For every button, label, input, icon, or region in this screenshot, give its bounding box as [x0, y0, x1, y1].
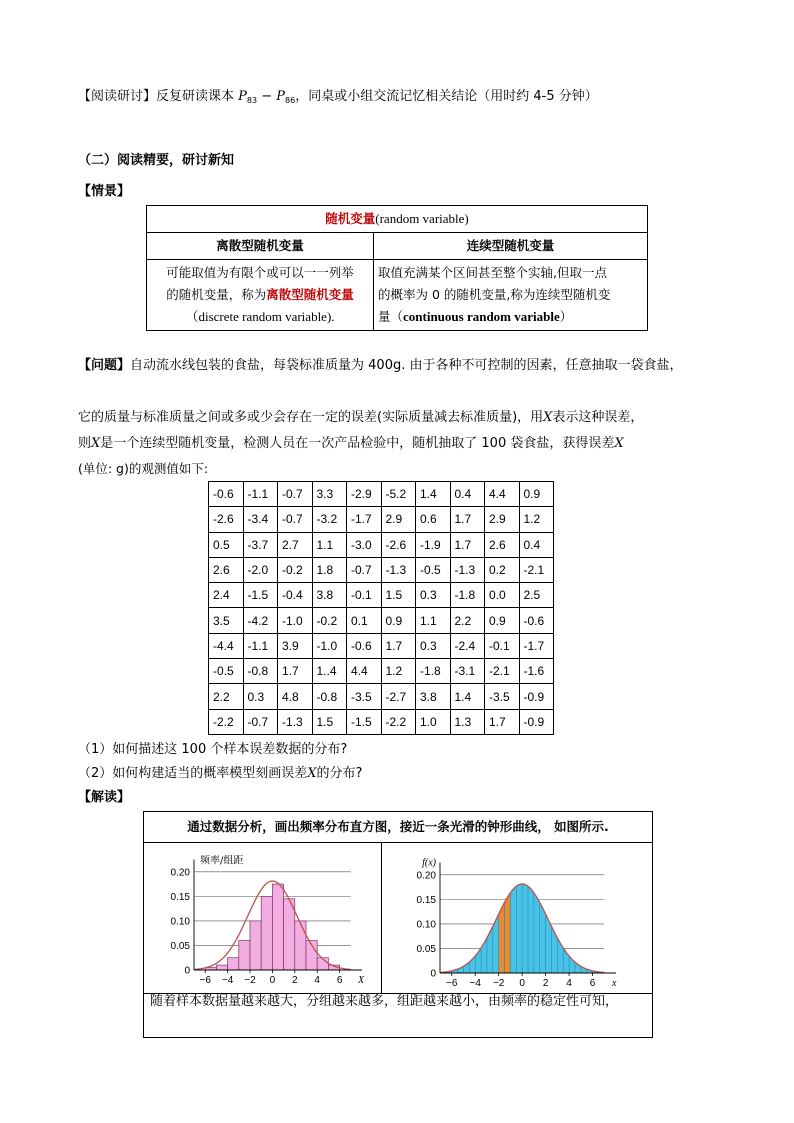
analysis-footer: 随着样本数据量越来越大，分组越来越多，组距越来越小，由频率的稳定性可知，: [150, 994, 619, 1009]
table-cell: -2.7: [381, 684, 416, 709]
table-cell: -0.9: [519, 709, 554, 734]
table-cell: -0.1: [485, 633, 520, 658]
table-row: [209, 659, 554, 684]
scenario-label: 【情景】: [78, 184, 131, 199]
table-row: [209, 608, 554, 633]
x-axis-label: X: [358, 975, 365, 986]
table-cell: -1.6: [519, 659, 554, 684]
concept-table: [146, 205, 648, 331]
histogram-bar: [228, 958, 239, 970]
x-tick-label: 2: [292, 975, 298, 986]
histogram-bar: [284, 899, 295, 970]
table-cell: -3.5: [485, 684, 520, 709]
table-cell: -2.4: [450, 633, 485, 658]
table-cell: 4.8: [278, 684, 313, 709]
table-cell: -3.1: [450, 659, 485, 684]
table-row: [209, 583, 554, 608]
table-cell: 2.9: [485, 507, 520, 532]
table-cell: 0.3: [243, 684, 278, 709]
table-cell: 0.0: [485, 583, 520, 608]
table-cell: -1.1: [243, 633, 278, 658]
table-cell: -0.7: [278, 507, 313, 532]
table-cell: -0.7: [243, 709, 278, 734]
histogram-bar: [250, 921, 261, 970]
x-tick-label: 4: [314, 975, 320, 986]
table-cell: 2.6: [485, 532, 520, 557]
histogram-bar: [261, 896, 272, 970]
density-curve-chart: [390, 846, 648, 991]
table-cell: 1.4: [416, 482, 451, 507]
problem-line-1: 【问题】自动流水线包装的食盐，每袋标准质量为 400g. 由于各种不可控制的因素，任意抽取一袋食盐，: [78, 358, 683, 373]
table-cell: 3.5: [209, 608, 244, 633]
table-cell: -0.1: [347, 583, 382, 608]
frequency-histogram: [148, 846, 376, 991]
table-cell: 4.4: [347, 659, 382, 684]
table-cell: -2.9: [347, 482, 382, 507]
table-cell: -2.6: [381, 532, 416, 557]
table-cell: -1.3: [278, 709, 313, 734]
x-tick-label: −4: [221, 975, 234, 986]
table-cell: -1.3: [381, 557, 416, 582]
x-tick-label: 4: [566, 978, 572, 989]
table-cell: 0.9: [519, 482, 554, 507]
y-tick-label: 0.20: [170, 867, 190, 879]
table-row: [209, 482, 554, 507]
table-cell: -0.6: [209, 482, 244, 507]
table-cell: 4.4: [485, 482, 520, 507]
x-tick-label: −4: [469, 978, 481, 989]
table-cell: 1.5: [381, 583, 416, 608]
table-cell: -2.6: [209, 507, 244, 532]
table-cell: -1.8: [416, 659, 451, 684]
x-tick-label: −2: [492, 978, 505, 989]
table-cell: -0.5: [416, 557, 451, 582]
divider: [381, 843, 382, 993]
table-row: [209, 532, 554, 557]
x-tick-label: 2: [542, 978, 549, 989]
table-cell: -3.7: [243, 532, 278, 557]
interpret-label: 【解读】: [78, 790, 131, 805]
table-cell: 0.5: [209, 532, 244, 557]
table-cell: -2.1: [485, 659, 520, 684]
table-cell: 1.0: [416, 709, 451, 734]
table-cell: 0.2: [485, 557, 520, 582]
table-cell: 0.9: [485, 608, 520, 633]
table-cell: 2.9: [381, 507, 416, 532]
table-cell: -0.7: [278, 482, 313, 507]
x-tick-label: 0: [269, 975, 276, 986]
table-cell: 1.7: [485, 709, 520, 734]
x-tick-label: 6: [589, 978, 596, 989]
table-cell: 0.4: [519, 532, 554, 557]
table-cell: 3.8: [312, 583, 347, 608]
y-tick-label: 0.15: [416, 894, 436, 906]
table-cell: 1.8: [312, 557, 347, 582]
table-cell: -2.2: [209, 709, 244, 734]
table-cell: 1.2: [519, 507, 554, 532]
problem-line-4: (单位: g)的观测值如下:: [78, 461, 209, 476]
y-tick-label: 0.15: [170, 891, 190, 903]
table-cell: 1.7: [278, 659, 313, 684]
table-row: [209, 684, 554, 709]
reading-label: 【阅读研讨】: [78, 89, 157, 104]
problem-line-2: 它的质量与标准质量之间或多或少会存在一定的误差(实际质量减去标准质量)，用X表示这种误差，: [78, 410, 644, 425]
histogram-bar: [295, 921, 306, 970]
table-cell: -1.5: [347, 709, 382, 734]
discrete-header: 离散型随机变量: [147, 233, 374, 260]
table-cell: -2.1: [519, 557, 554, 582]
table-cell: 2.2: [450, 608, 485, 633]
histogram-bar: [272, 884, 283, 970]
discrete-definition: 可能取值为有限个或可以一一列举 的随机变量，称为离散型随机变量 （discrete random variable).: [147, 260, 374, 331]
table-cell: -0.8: [312, 684, 347, 709]
analysis-box: [143, 811, 653, 1038]
question-2: （2）如何构建适当的概率模型刻画误差X的分布?: [78, 766, 363, 781]
y-tick-label: 0.10: [170, 916, 190, 928]
y-axis-label: 频率/组距: [200, 855, 244, 867]
table-cell: -3.0: [347, 532, 382, 557]
x-tick-label: −6: [446, 978, 458, 989]
x-tick-label: −6: [199, 975, 211, 986]
continuous-header: 连续型随机变量: [374, 233, 648, 260]
table-cell: -3.4: [243, 507, 278, 532]
table-row: [209, 507, 554, 532]
analysis-header: 通过数据分析，画出频率分布直方图，接近一条光滑的钟形曲线， 如图所示.: [144, 812, 652, 843]
table-cell: 1.3: [450, 709, 485, 734]
table-cell: -4.2: [243, 608, 278, 633]
table-cell: 2.6: [209, 557, 244, 582]
section-title: （二）阅读精要，研讨新知: [78, 153, 235, 168]
table-cell: 0.6: [416, 507, 451, 532]
table-cell: 0.3: [416, 633, 451, 658]
table-cell: 3.8: [416, 684, 451, 709]
histogram-bar: [239, 941, 250, 970]
observation-table: [208, 481, 554, 735]
table-cell: 1.5: [312, 709, 347, 734]
table-cell: 1.7: [381, 633, 416, 658]
table-cell: -3.5: [347, 684, 382, 709]
reading-instruction: 【阅读研讨】反复研读课本 $P_{83} - P_{86}$，同桌或小组交流记忆相关结论（用时约 4-5 分钟）: [78, 89, 598, 105]
table-cell: -2.2: [381, 709, 416, 734]
table-cell: -3.2: [312, 507, 347, 532]
table-row: [209, 633, 554, 658]
table-cell: -1.8: [450, 583, 485, 608]
table-cell: 1.7: [450, 532, 485, 557]
table-cell: -0.7: [347, 557, 382, 582]
table-cell: -1.7: [347, 507, 382, 532]
table-cell: -0.2: [278, 557, 313, 582]
x-axis-label: x: [612, 978, 617, 989]
x-tick-label: −2: [244, 975, 256, 986]
concept-table-title: 随机变量(random variable): [147, 206, 648, 233]
table-cell: 2.4: [209, 583, 244, 608]
table-cell: -1.9: [416, 532, 451, 557]
y-tick-label: 0.10: [416, 919, 436, 931]
y-axis-label: f(x): [422, 857, 436, 869]
continuous-definition: 取值充满某个区间甚至整个实轴,但取一点 的概率为 0 的随机变量,称为连续型随机变 量（continuous random variable）: [374, 260, 648, 331]
table-cell: 0.3: [416, 583, 451, 608]
table-cell: 1.1: [312, 532, 347, 557]
table-row: [209, 709, 554, 734]
table-cell: -0.4: [278, 583, 313, 608]
y-tick-label: 0: [430, 968, 436, 980]
table-cell: -4.4: [209, 633, 244, 658]
table-cell: -0.9: [519, 684, 554, 709]
table-cell: -1.7: [519, 633, 554, 658]
table-cell: 0.4: [450, 482, 485, 507]
table-row: [209, 557, 554, 582]
table-cell: -2.0: [243, 557, 278, 582]
table-cell: 3.9: [278, 633, 313, 658]
table-cell: -0.6: [347, 633, 382, 658]
table-cell: 2.5: [519, 583, 554, 608]
table-cell: 1.2: [381, 659, 416, 684]
table-cell: -1.5: [243, 583, 278, 608]
x-tick-label: 6: [336, 975, 343, 986]
table-cell: 2.2: [209, 684, 244, 709]
question-1: （1）如何描述这 100 个样本误差数据的分布?: [78, 742, 348, 757]
table-cell: 0.9: [381, 608, 416, 633]
y-tick-label: 0: [184, 965, 190, 977]
table-cell: -1.0: [312, 633, 347, 658]
table-cell: -0.5: [209, 659, 244, 684]
table-cell: -0.6: [519, 608, 554, 633]
y-tick-label: 0.05: [170, 940, 190, 952]
table-cell: -0.8: [243, 659, 278, 684]
table-cell: -5.2: [381, 482, 416, 507]
table-cell: 1.1: [416, 608, 451, 633]
table-cell: -1.3: [450, 557, 485, 582]
table-cell: -1.1: [243, 482, 278, 507]
x-tick-label: 0: [519, 978, 525, 989]
table-cell: 1..4: [312, 659, 347, 684]
table-cell: 2.7: [278, 532, 313, 557]
table-cell: 1.4: [450, 684, 485, 709]
table-cell: -0.2: [312, 608, 347, 633]
y-tick-label: 0.20: [416, 870, 436, 882]
table-cell: 0.1: [347, 608, 382, 633]
problem-label: 【问题】: [78, 358, 131, 373]
histogram-bar: [216, 965, 227, 970]
problem-line-3: 则X是一个连续型随机变量，检测人员在一次产品检验中，随机抽取了 100 袋食盐，获得误差X: [78, 436, 624, 451]
table-cell: 1.7: [450, 507, 485, 532]
y-tick-label: 0.05: [416, 943, 436, 955]
table-cell: 3.3: [312, 482, 347, 507]
table-cell: -1.0: [278, 608, 313, 633]
